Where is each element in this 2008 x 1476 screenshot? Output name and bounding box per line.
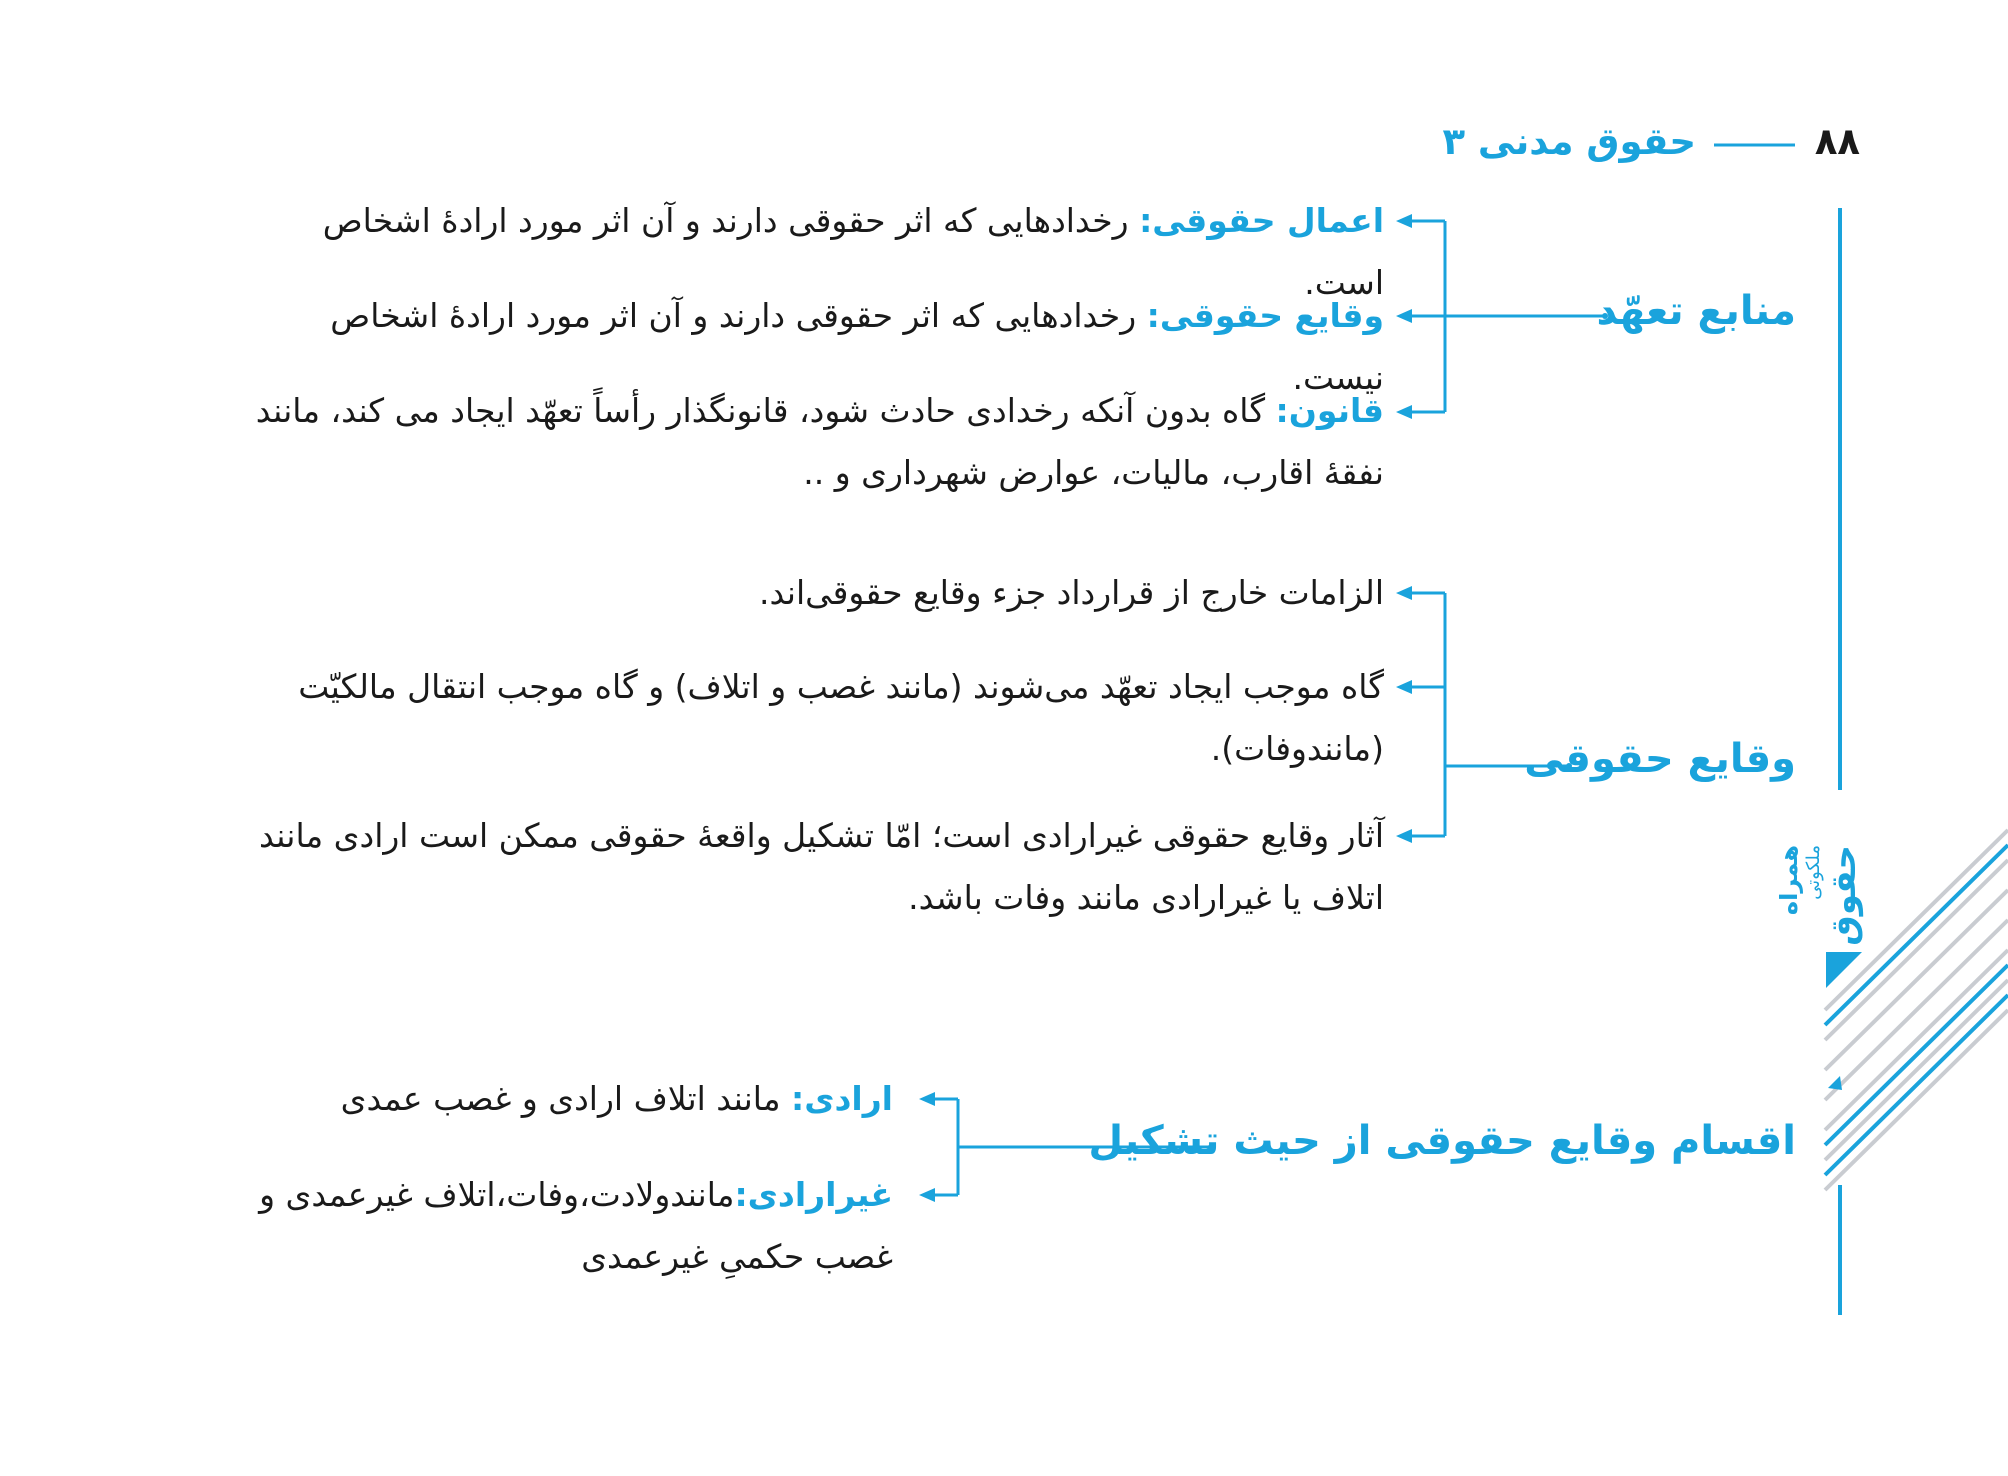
bracket-group-1	[1410, 221, 1604, 412]
logo-text-main: حقوق	[1824, 845, 1864, 946]
definition: مانندولادت،وفات،اتلاف غیرعمدی و غصب حکمیِ غیرعمدی	[259, 1175, 893, 1276]
category-sources-of-obligation: منابع تعهّد	[1596, 288, 1796, 334]
term: قانون:	[1275, 391, 1384, 430]
definition: رخدادهایی که اثر حقوقی دارند و آن اثر مورد ارادهٔ اشخاص نیست.	[330, 296, 1384, 397]
page-number: ۸۸	[1814, 120, 1860, 163]
logo-text-side: ملکوتی	[1803, 845, 1824, 900]
item-voluntary	[253, 1068, 893, 1130]
item-obligation-or-ownership	[254, 656, 1384, 780]
item-extra-contractual	[254, 562, 1384, 624]
arrows-group-2	[1396, 586, 1572, 843]
item-effects-involuntary	[254, 805, 1384, 929]
item-law	[254, 380, 1384, 504]
statement: الزامات خارج از قرارداد جزء وقایع حقوقی‌اند.	[758, 573, 1384, 612]
item-involuntary	[253, 1164, 893, 1288]
term: غیرارادی:	[734, 1175, 893, 1214]
statement: آثار وقایع حقوقی غیرارادی است؛ امّا تشکیل واقعهٔ حقوقی ممکن است ارادی مانند اتلاف یا غیرارادی مانند وفات باشد.	[258, 816, 1384, 917]
term: اعمال حقوقی:	[1139, 201, 1384, 240]
statement: گاه موجب ایجاد تعهّد می‌شوند (مانند غصب و اتلاف) و گاه موجب انتقال مالکیّت (مانندوفات).	[298, 667, 1384, 768]
decor-triangle	[1826, 952, 1862, 988]
definition: گاه بدون آنکه رخدادی حادث شود، قانونگذار رأساً تعهّد ایجاد می کند، مانند نفقهٔ اقارب، مالیات، عوارض شهرداری و ..	[255, 391, 1384, 492]
term: وقایع حقوقی:	[1146, 296, 1384, 335]
book-title: حقوق مدنی ۳	[1442, 120, 1696, 163]
bracket-group-2	[1410, 593, 1568, 836]
category-types-by-formation: اقسام وقایع حقوقی از حیث تشکیل	[1088, 1118, 1796, 1164]
logo-text-top: همراه	[1775, 845, 1803, 916]
term: ارادی:	[791, 1079, 893, 1118]
decor-small-arrow	[1828, 1076, 1842, 1090]
definition: رخدادهایی که اثر حقوقی دارند و آن اثر مورد ارادهٔ اشخاص است.	[322, 201, 1384, 302]
category-legal-facts: وقایع حقوقی	[1524, 736, 1796, 782]
definition: مانند اتلاف ارادی و غصب عمدی	[340, 1079, 791, 1118]
publisher-logo	[1775, 845, 1905, 946]
